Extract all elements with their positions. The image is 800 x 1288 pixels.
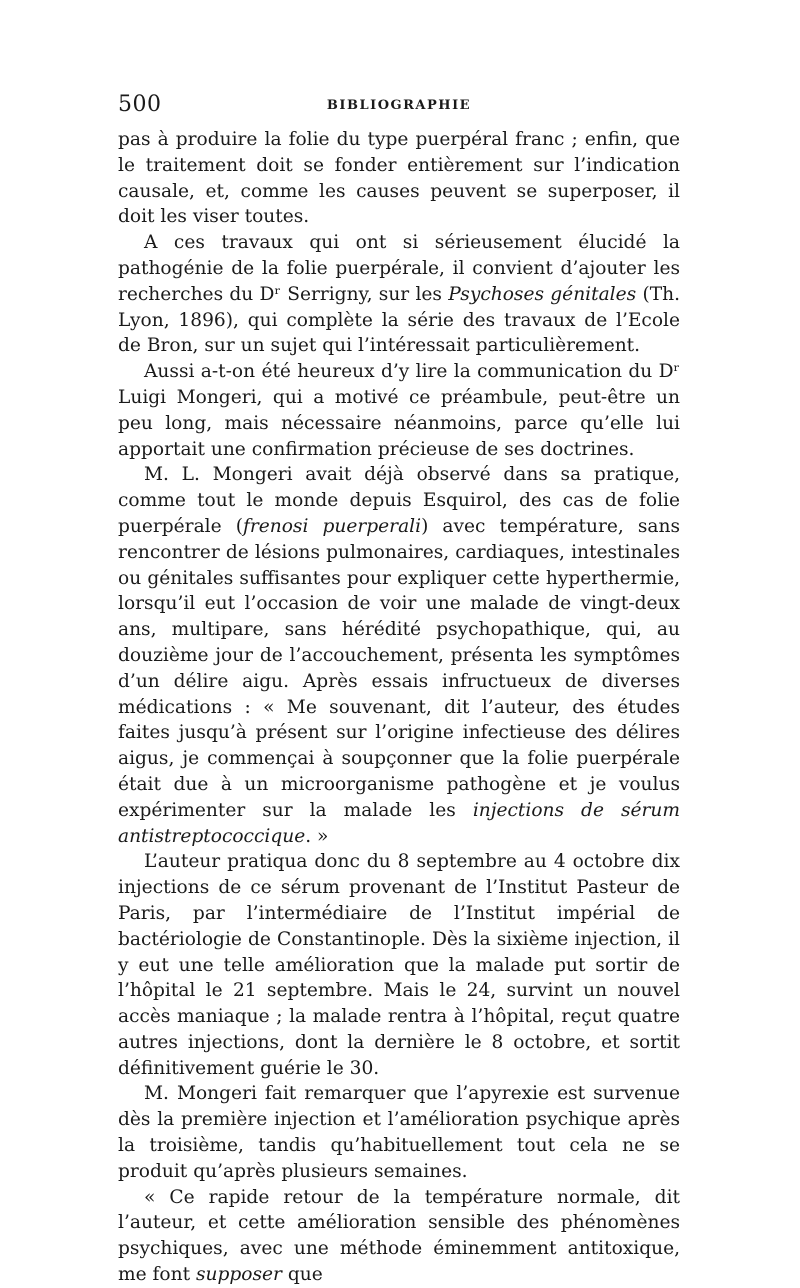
- text-run: M. L. Mongeri avait déjà observé dans sa pratique, comme tout le monde depuis Esquirol, des cas de folie puerpérale (: [118, 464, 680, 537]
- text-run: pas à produire la folie du type puerpéral franc ; enfin, que le traitement doit se fonder entièrement sur l’indication causale, et, comme les causes peuvent se superposer, il doit les viser toutes.: [118, 129, 680, 228]
- italic-text: Psychoses génitales: [448, 283, 637, 305]
- paragraph: [118, 127, 680, 230]
- text-run: L’auteur pratiqua donc du 8 septembre au 4 octobre dix injections de ce sérum provenant de l’Institut Pasteur de Paris, par l’intermédiaire de l’Institut impérial de bactériologie de Constantinople. Dès la sixième injection, il y eut une telle amélioration que la malade put sortir de l’hôpital le 21 septembre. Mais le 24, survint un nouvel accès maniaque ; la malade rentra à l’hôpital, reçut quatre autres injections, dont la dernière le 8 octobre, et sortit définitivement guérie le 30.: [118, 851, 680, 1079]
- page-header: [118, 92, 680, 122]
- running-title: BIBLIOGRAPHIE: [326, 98, 472, 113]
- paragraph: [118, 1185, 680, 1288]
- text-run: A ces travaux qui ont si sérieusement élucidé la pathogénie de la folie puerpérale, il convient d’ajouter les recherches du Dʳ Serrigny, sur les: [118, 232, 680, 305]
- text-run: Aussi a-t-on été heureux d’y lire la communication du Dʳ Luigi Mongeri, qui a motivé ce préambule, peut-être un peu long, mais nécessaire néanmoins, parce qu’elle lui apportait une confirmation précieuse de ses doctrines.: [118, 361, 680, 460]
- text-run: M. Mongeri fait remarquer que l’apyrexie est survenue dès la première injection et l’amélioration psychique après la troisième, tandis qu’habituellement tout cela ne se produit qu’après plusieurs semaines.: [118, 1083, 680, 1182]
- text-run: (Th. Lyon, 1896), qui complète la série des travaux de l’Ecole de Bron, sur un sujet qui l’intéressait particulièrement.: [118, 283, 681, 357]
- italic-text: injections de sérum antistreptococcique: [118, 799, 680, 847]
- body-text: [118, 127, 680, 1288]
- paragraph: [118, 359, 680, 462]
- paragraph: [118, 1081, 680, 1184]
- text-run: ) avec température, sans rencontrer de lésions pulmonaires, cardiaques, intestinales ou génitales suffisantes pour expliquer cette hyperthermie, lorsqu’il eut l’occasion de voir une malade de vingt-deux ans, multipare, sans hérédité psychopathique, qui, au douzième jour de l’accouchement, présenta les symptômes d’un délire aigu. Après essais infructueux de diverses médications : « Me souvenant, dit l’auteur, des études faites jusqu’à présent sur l’origine infectieuse des délires aigus, je commençai à soupçonner que la folie puerpérale était due à un microorganisme pathogène et je voulus expérimenter sur la malade les: [118, 515, 681, 821]
- paragraph: [118, 849, 680, 1081]
- text-run: « Ce rapide retour de la température normale, dit l’auteur, et cette amélioration sensible des phénomènes psychiques, avec une méthode éminemment antitoxique, me font: [118, 1186, 680, 1286]
- italic-text: frenosi puerperali: [242, 515, 422, 537]
- text-run: que: [281, 1264, 323, 1286]
- italic-text: supposer: [195, 1264, 282, 1286]
- page-number: 500: [118, 92, 162, 117]
- paragraph: [118, 230, 680, 359]
- paragraph: [118, 462, 680, 849]
- text-run: . »: [305, 825, 329, 847]
